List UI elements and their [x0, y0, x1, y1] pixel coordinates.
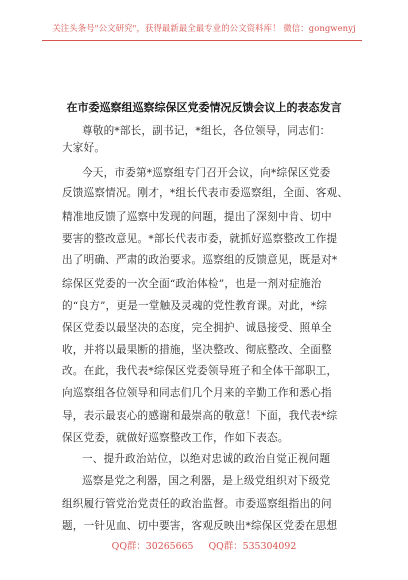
body-line: 尊敬的*部长，副书记，*组长，各位领导，同志们： — [82, 125, 331, 137]
body-line: 巡察是党之利器，国之利器，是上级党组织对下级党 — [82, 475, 331, 487]
section-heading: 一、提升政治站位，以绝对忠诚的政治自觉正视问题 — [82, 453, 331, 465]
body-line: 要害的整改意见。*部长代表市委，就抓好巡察整改工作提 — [62, 233, 338, 245]
footer — [0, 538, 408, 552]
header-divider — [42, 40, 362, 41]
body-line: 题，一针见血、切中要害，客观反映出*综保区党委在思想 — [62, 520, 338, 532]
header-banner: 关注头条号"公文研究"，获得最新最全最专业的公文资料库！ 微信：gongwenyj — [52, 23, 356, 33]
body-line: 大家好。 — [62, 142, 106, 154]
body-line: 保区党委以最坚决的态度，完全拥护、诚恳接受、照单全 — [62, 322, 332, 334]
qq-group-2: QQ群：535304092 — [208, 541, 297, 552]
body-line: 保区党委，就做好巡察整改工作，作如下表态。 — [62, 432, 289, 444]
body-line: 综保区党委的一次全面“政治体检”，也是一剂对症施治 — [62, 278, 322, 290]
body-line: 出了明确、严肃的政治要求。巡察组的反馈意见，既是对* — [62, 254, 338, 266]
document-title: 在市委巡察组巡察综保区党委情况反馈会议上的表态发言 — [66, 101, 342, 114]
body-line: 收，并将以最果断的措施，坚决整改、彻底整改、全面整 — [62, 344, 332, 356]
body-line: 今天，市委第*巡察组专门召开会议，向*综保区党委 — [82, 167, 331, 179]
body-line: 导，表示最衷心的感谢和最崇高的敬意！下面，我代表*综 — [62, 410, 338, 422]
qq-group-1: QQ群：30265665 — [111, 541, 194, 552]
body-line: 的“良方”，更是一堂触及灵魂的党性教育课。对此，*综 — [62, 300, 327, 312]
body-line: 改。在此，我代表*综保区党委领导班子和全体干部职工， — [62, 365, 338, 377]
body-line: 向巡察组各位领导和同志们几个月来的辛勤工作和悉心指 — [62, 387, 332, 399]
body-line: 精准地反馈了巡察中发现的问题，提出了深刻中肯、切中 — [62, 211, 332, 223]
body-line: 组织履行管党治党责任的政治监督。市委巡察组指出的问 — [62, 498, 332, 510]
body-line: 反馈巡察情况。刚才，*组长代表市委巡察组，全面、客观、 — [62, 187, 349, 199]
